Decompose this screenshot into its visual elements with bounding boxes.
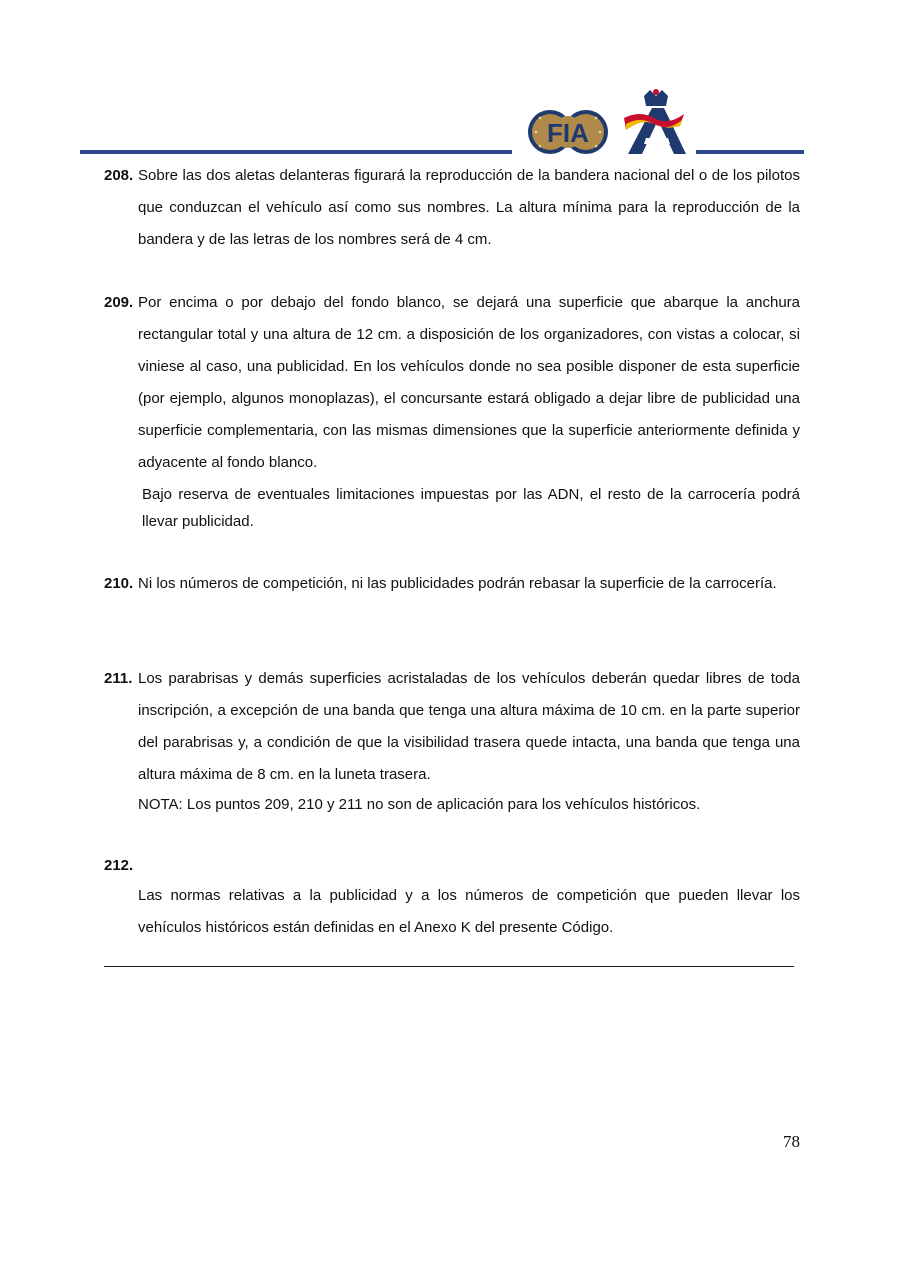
article-paragraph: Bajo reserva de eventuales limitaciones impuestas por las ADN, el resto de la carrocería podrá llevar publicidad. <box>142 486 800 530</box>
bottom-rule <box>104 966 794 967</box>
page-number: 78 <box>783 1132 800 1151</box>
article-paragraph: Sobre las dos aletas delanteras figurará la reproducción de la bandera nacional del o de los pilotos que conduzcan el vehículo así como sus nombres. La altura mínima para la reproducción de la bandera y de las letras de los nombres será de 4 cm. <box>138 167 800 248</box>
article-209 <box>104 287 800 535</box>
fia-logo-text: FIA <box>547 118 589 148</box>
fia-logo <box>528 104 608 160</box>
article-212 <box>104 850 800 944</box>
header-rule-right <box>696 150 804 154</box>
article-211 <box>104 663 800 819</box>
article-208 <box>104 160 800 256</box>
article-number: 211. <box>104 670 133 687</box>
article-number: 210. <box>104 575 134 592</box>
article-paragraph: Ni los números de competición, ni las publicidades podrán rebasar la superficie de la carrocería. <box>138 575 777 592</box>
article-number: 212. <box>104 857 134 874</box>
article-note: NOTA: Los puntos 209, 210 y 211 no son de aplicación para los vehículos históricos. <box>138 796 701 813</box>
article-paragraph: Las normas relativas a la publicidad y a los números de competición que pueden llevar los vehículos históricos están definidas en el Anexo K del presente Código. <box>138 887 800 936</box>
header-rule-left <box>80 150 512 154</box>
rfeda-logo <box>624 88 688 156</box>
article-paragraph: Por encima o por debajo del fondo blanco, se dejará una superficie que abarque la anchura rectangular total y una altura de 12 cm. a disposición de los organizadores, con vistas a colocar, si viniese al caso, una publicidad. En los vehículos donde no sea posible disponer de esta superficie (por ejemplo, algunos monoplazas), el concursante estará obligado a dejar libre de publicidad una superficie complementaria, con las mismas dimensiones que la superficie anteriormente definida y adyacente al fondo blanco. <box>138 294 800 471</box>
article-number: 209. <box>104 294 134 311</box>
article-paragraph: Los parabrisas y demás superficies acristaladas de los vehículos deberán quedar libres de toda inscripción, a excepción de una banda que tenga una altura máxima de 10 cm. en la parte superior del parabrisas y, a condición de que la visibilidad trasera quede intacta, una banda que tenga una altura máxima de 8 cm. en la luneta trasera. <box>138 670 800 783</box>
article-number: 208. <box>104 167 134 184</box>
article-210 <box>104 568 800 600</box>
